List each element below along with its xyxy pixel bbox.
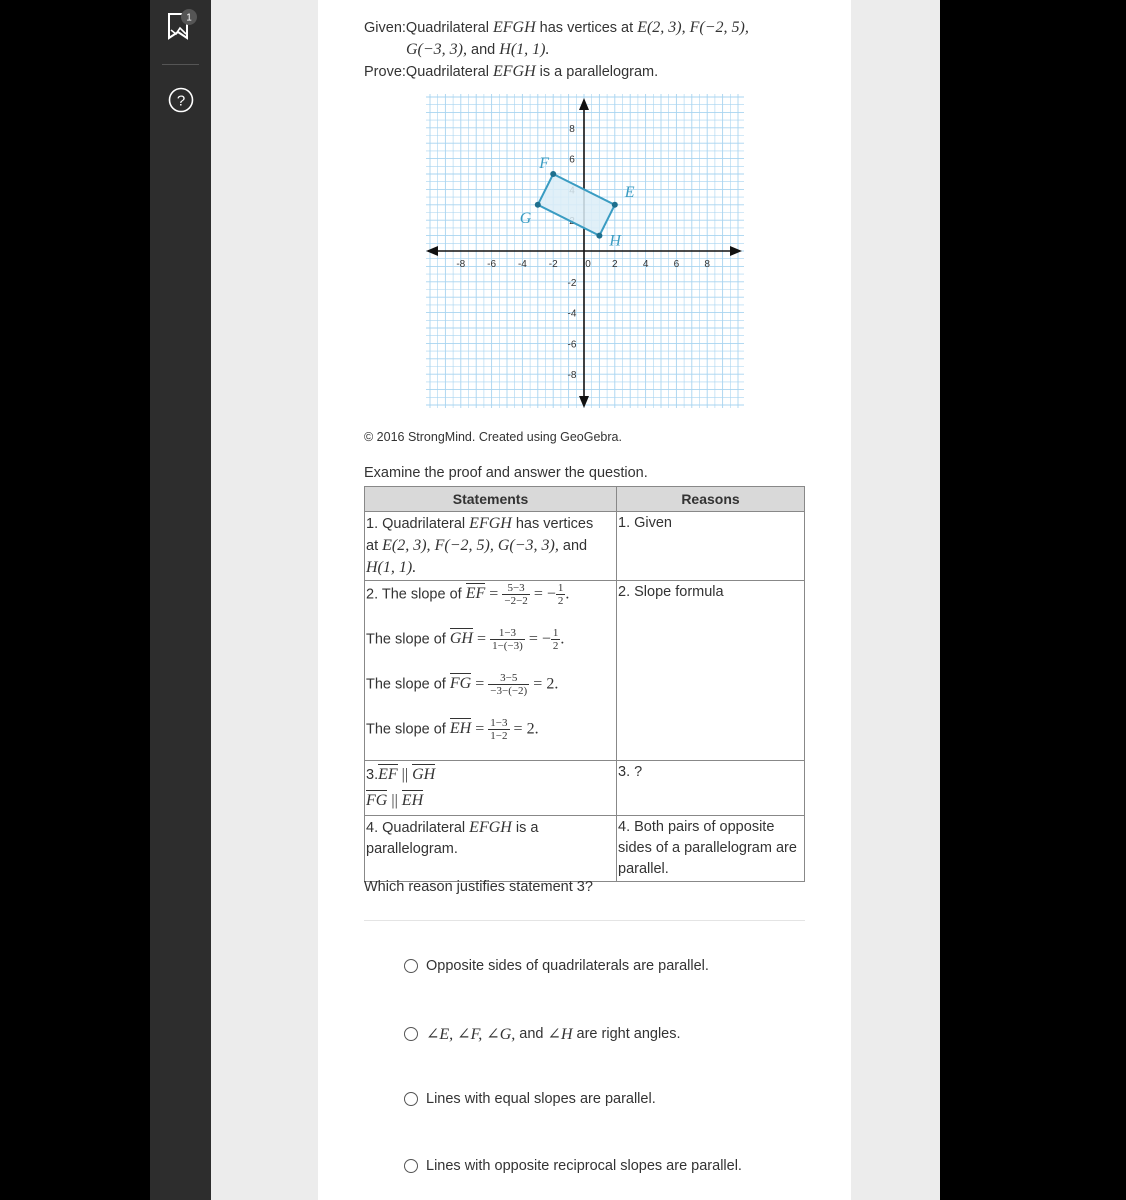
sidebar-divider: [162, 64, 199, 65]
reason-4-line-a: 4. Both pairs of opposite: [618, 819, 775, 835]
help-button[interactable]: [150, 87, 211, 113]
statements-header: Statements: [365, 487, 617, 512]
given-mid-text: has vertices at: [539, 20, 634, 36]
vertex-label-f: F: [539, 155, 549, 172]
reasons-header: Reasons: [617, 487, 805, 512]
reason-4: [617, 816, 805, 882]
reason-1: 1. Given: [617, 512, 805, 581]
x-tick-label: 0: [585, 259, 591, 270]
given-line-1: [364, 19, 749, 37]
proof-table: [364, 486, 805, 882]
the-text-eh: The: [366, 721, 391, 738]
answer-option-4[interactable]: [404, 1158, 742, 1174]
instruction-text: Examine the proof and answer the question.: [364, 465, 648, 481]
radio-button-1[interactable]: [404, 959, 418, 973]
fraction-fg-num: 3−5: [488, 672, 529, 685]
segment-fg-3: FG: [366, 792, 388, 809]
statement-3: [365, 761, 617, 816]
prove-quad-text: Quadrilateral: [405, 64, 489, 80]
slope-fg-result: 2.: [546, 675, 559, 693]
vertex-point-h: [596, 233, 602, 239]
x-tick-label: 2: [612, 259, 618, 270]
slope-gh-line: The slope of GH = $\frac{1-3}{1-(-3)}$ = − $\frac{1}{2}$ .: [366, 627, 565, 652]
statement-1-and: and: [562, 538, 588, 554]
slope-eh-result: 2.: [526, 720, 539, 738]
slope-fg-line: The slope of FG = $\frac{3-5}{-3-(-2)}$ = 2.: [366, 672, 559, 697]
parallel-symbol-2: ||: [391, 792, 398, 809]
reason-3: 3. ?: [617, 761, 805, 816]
x-tick-label: -4: [517, 259, 527, 270]
given-quad-text: Quadrilateral: [405, 20, 489, 36]
fraction-ef-den: −2−2: [504, 595, 528, 607]
answer-option-1-label: Opposite sides of quadrilaterals are parallel.: [426, 958, 709, 974]
reason-4-line-c: parallel.: [618, 861, 669, 877]
answer-option-3[interactable]: [404, 1091, 656, 1107]
x-axis-arrow-right: [730, 246, 742, 256]
coordinate-graph: [426, 94, 744, 408]
given-vertex-h: H(1, 1).: [499, 41, 550, 58]
x-tick-label: -2: [548, 259, 558, 270]
slope-of-text-eh: slope of: [395, 721, 446, 738]
statement-2: [365, 581, 617, 761]
segment-gh: GH: [449, 630, 473, 648]
segment-gh-3: GH: [412, 766, 436, 783]
y-axis-arrow-down: [579, 396, 589, 408]
proof-row-2: [365, 581, 805, 761]
segment-ef-3: EF: [378, 766, 398, 783]
svg-text:?: ?: [176, 92, 185, 110]
slope-eh-line: The slope of EH = $\frac{1-3}{1-2}$ = 2.: [366, 717, 539, 742]
statement-1-text-b: has vertices: [515, 516, 594, 532]
statement-4-text-c: parallelogram.: [366, 841, 458, 857]
given-vertex-e: E(2, 3),: [637, 19, 686, 36]
radio-button-3[interactable]: [404, 1092, 418, 1106]
bookmark-icon: [161, 8, 201, 44]
statement-3-num: 3.: [366, 767, 379, 783]
given-quad-name: EFGH: [492, 19, 536, 36]
answer-option-2-label: are right angles.: [576, 1026, 681, 1042]
given-line-2: [406, 41, 550, 59]
fraction-gh-den: 1−(−3): [492, 640, 523, 652]
slope-of-text-gh: slope of: [395, 631, 446, 648]
proof-header-row: [365, 487, 805, 512]
slope-of-text-fg: slope of: [395, 676, 446, 693]
fraction-gh-num: 1−3: [490, 627, 525, 640]
question-page: [318, 0, 851, 1200]
fraction-gh-result: [551, 627, 561, 652]
fraction-eh: [488, 717, 509, 742]
given-and-text: and: [471, 42, 496, 58]
the-text-fg: The: [366, 676, 391, 693]
vertex-point-f: [550, 171, 556, 177]
statement-1-name: EFGH: [469, 515, 512, 532]
answer-option-2-angle-h: ∠H: [547, 1026, 573, 1043]
statement-1-g: G(−3, 3),: [497, 537, 559, 554]
help-icon: [168, 87, 194, 113]
answer-option-3-label: Lines with equal slopes are parallel.: [426, 1091, 656, 1107]
statement-1-text-c: at: [366, 538, 379, 554]
statement-4-text-b: is a: [515, 820, 539, 836]
segment-eh: EH: [449, 720, 472, 738]
y-tick-label: -2: [567, 277, 577, 289]
left-gutter: [211, 0, 318, 1200]
right-gutter: [851, 0, 940, 1200]
given-vertex-f: F(−2, 5),: [689, 19, 749, 36]
given-vertex-g: G(−3, 3),: [406, 41, 468, 58]
statement-1-e: E(2, 3),: [382, 537, 431, 554]
y-tick-label: -8: [567, 370, 577, 382]
x-axis-arrow-left: [426, 246, 438, 256]
answer-option-2-and: and: [519, 1026, 544, 1042]
slope-ef-sign: −: [546, 585, 556, 603]
divider: [364, 920, 805, 921]
parallel-symbol-1: ||: [401, 766, 409, 783]
x-tick-label: 8: [704, 259, 710, 270]
segment-ef: EF: [465, 585, 486, 603]
statement-1: [365, 512, 617, 581]
vertex-point-g: [535, 202, 541, 208]
radio-button-2[interactable]: [404, 1027, 418, 1041]
statement-1-text: 1. Quadrilateral: [366, 516, 466, 532]
y-tick-label: 6: [569, 154, 575, 166]
y-axis-arrow-up: [579, 98, 589, 110]
fraction-gh-result-den: 2: [552, 640, 559, 652]
fraction-gh: [490, 627, 525, 652]
slope-ef-line: 2. The slope of EF = $\frac{5-3}{-2-2}$ = − $\frac{1}{2}$ .: [366, 582, 570, 607]
statement-4: [365, 816, 617, 882]
given-label: Given:: [364, 20, 406, 36]
fraction-eh-den: 1−2: [490, 730, 508, 742]
prove-line: [364, 63, 658, 81]
answer-option-4-label: Lines with opposite reciprocal slopes are parallel.: [426, 1158, 742, 1174]
segment-fg: FG: [449, 675, 472, 693]
answer-option-1[interactable]: [404, 958, 709, 974]
statement-4-text: 4. Quadrilateral: [366, 820, 466, 836]
vertex-label-e: E: [624, 183, 635, 201]
statement-4-name: EFGH: [469, 819, 512, 836]
reason-2: 2. Slope formula: [617, 581, 805, 761]
x-tick-label: -6: [487, 259, 497, 270]
y-tick-label: -4: [567, 308, 577, 320]
fraction-ef-result: [556, 582, 566, 607]
proof-row-1: [365, 512, 805, 581]
y-tick-label: 8: [569, 123, 575, 135]
statement-2-prefix: 2. The: [366, 586, 407, 603]
fraction-ef-result-den: 2: [557, 595, 564, 607]
answer-option-2[interactable]: [404, 1024, 681, 1044]
proof-row-3: [365, 761, 805, 816]
fraction-ef-result-num: 1: [557, 582, 564, 594]
statement-1-h: H(1, 1).: [366, 559, 417, 576]
vertex-label-g: G: [519, 209, 532, 227]
x-tick-label: 4: [642, 259, 649, 270]
vertex-label-h: H: [609, 232, 621, 250]
statement-1-f: F(−2, 5),: [434, 537, 494, 554]
y-tick-label: -6: [567, 339, 577, 351]
question-text: Which reason justifies statement 3?: [364, 879, 593, 895]
left-sidebar: [150, 0, 211, 1200]
bookmark-button[interactable]: [150, 8, 211, 44]
slope-of-text: slope of: [410, 586, 462, 603]
segment-eh-3: EH: [401, 792, 424, 809]
x-tick-label: -8: [456, 259, 466, 270]
prove-label: Prove:: [364, 64, 406, 80]
prove-quad-name: EFGH: [492, 63, 536, 80]
proof-row-4: [365, 816, 805, 882]
fraction-ef: [502, 582, 529, 607]
x-tick-label: 6: [673, 259, 680, 270]
answer-option-2-angles: ∠E, ∠F, ∠G,: [426, 1026, 516, 1043]
reason-4-line-b: sides of a parallelogram are: [618, 840, 797, 856]
fraction-ef-num: 5−3: [502, 582, 529, 595]
the-text-gh: The: [366, 631, 391, 648]
notification-badge: 1: [185, 12, 192, 24]
prove-rest-text: is a parallelogram.: [539, 64, 659, 80]
vertex-point-e: [612, 202, 618, 208]
copyright-text: © 2016 StrongMind. Created using GeoGebra.: [364, 430, 622, 444]
fraction-eh-num: 1−3: [490, 717, 508, 729]
slope-gh-sign: −: [541, 630, 551, 648]
fraction-fg-den: −3−(−2): [490, 685, 528, 697]
fraction-fg: [488, 672, 529, 697]
radio-button-4[interactable]: [404, 1159, 418, 1173]
fraction-gh-result-num: 1: [552, 627, 559, 639]
